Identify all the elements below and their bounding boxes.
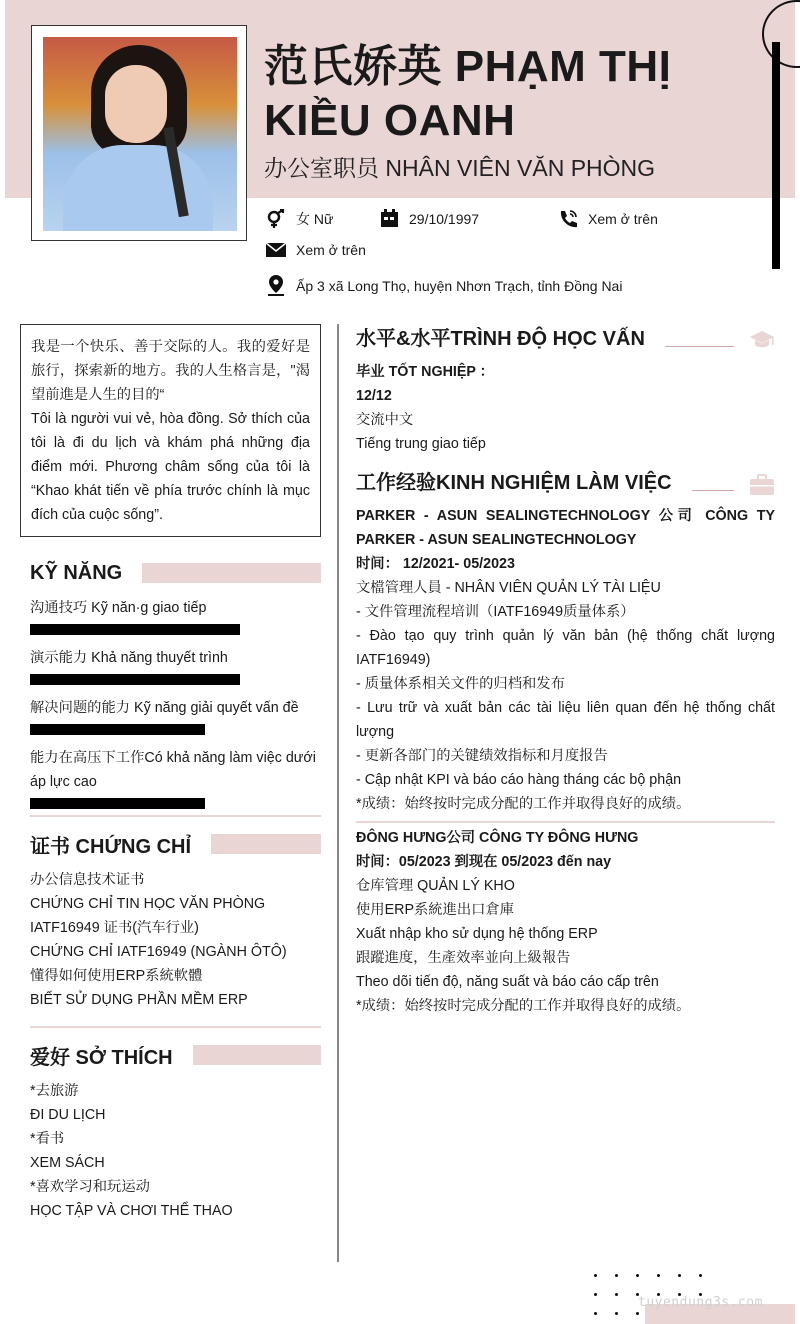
left-divider [30,1026,321,1028]
skill-label: 解决问题的能力 Kỹ năng giải quyết vấn đề [30,700,299,716]
hobby-item: *去旅游 [30,1083,79,1099]
job-detail: *成绩：始终按时完成分配的工作并取得良好的成绩。 [356,998,691,1014]
hobby-item: XEM SÁCH [30,1155,105,1171]
education-item: Tiếng trung giao tiếp [356,436,486,452]
certificate-item: 懂得如何使用ERP系統軟體 [30,968,203,984]
job-time: 时间： 12/2021- 05/2023 [356,556,515,572]
job-entry [356,826,775,1018]
job-company: PARKER - ASUN SEALINGTECHNOLOGY 公司 CÔNG TY PARKER - ASUN SEALINGTECHNOLOGY [356,508,775,548]
phone-text: Xem ở trên [588,211,658,227]
certificates-title: 证书 CHỨNG CHỈ [30,834,201,860]
job-title: 办公室职员 NHÂN VIÊN VĂN PHÒNG [264,155,656,181]
job-detail: 文檔管理人員 - NHÂN VIÊN QUẢN LÝ TÀI LIỆU [356,580,661,596]
decorative-vertical-bar [772,42,780,269]
education-title: 水平&水平TRÌNH ĐỘ HỌC VẤN [356,326,655,352]
job-time: 时间：05/2023 到现在 05/2023 đến nay [356,854,612,870]
about-chinese: 我是一个快乐、善于交际的人。我的爱好是旅行，探索新的地方。我的人生格言是，"渴望前進是人生的目的“ [31,339,310,403]
hobbies-title: 爱好 SỞ THÍCH [30,1045,183,1071]
experience-section [356,470,775,1018]
certificates-section [30,834,321,1012]
education-degree: 毕业 TỐT NGHIỆP ： [356,364,494,380]
candidate-name: 范氏娇英 PHẠM THỊ KIỀU OANH [264,42,672,145]
about-me-box [20,324,321,537]
skill-level-bar [30,798,205,809]
job-detail: *成绩：始终按时完成分配的工作并取得良好的成绩。 [356,796,691,812]
job-entry [356,504,775,816]
education-grade: 12/12 [356,388,392,404]
contact-birthdate [380,209,479,228]
job-detail: 仓库管理 QUẢN LÝ KHO [356,878,515,894]
certificate-item: IATF16949 证书(汽车行业) [30,920,199,936]
gender-icon [266,209,286,229]
job-detail: 跟蹤進度，生產效率並向上級報告 [356,950,571,966]
gender-text: 女 Nữ [296,211,334,227]
left-divider [30,815,321,817]
about-vietnamese: Tôi là người vui vẻ, hòa đồng. Sở thích của tôi là đi du lịch và khám phá những địa điểm mới. Phương châm sống của tôi là “Khao khát tiến về phía trước chính là mục đích của cuộc sống”. [31,411,310,523]
location-pin-icon [266,275,286,296]
graduation-cap-icon [749,330,775,350]
skill-level-bar [30,624,240,635]
experience-title: 工作经验KINH NGHIỆM LÀM VIỆC [356,470,682,496]
birthdate-text: 29/10/1997 [409,210,480,227]
envelope-icon [266,242,286,258]
profile-photo [43,37,237,231]
skill-label: 沟通技巧 Kỹ năn·g giao tiếp [30,600,207,616]
hobbies-section [30,1045,321,1223]
job-detail: - 文件管理流程培训（IATF16949质量体系） [356,604,635,620]
hobby-item: *喜欢学习和玩运动 [30,1179,150,1195]
watermark: tuyendung3s.com [638,1295,763,1310]
address-text: Ấp 3 xã Long Thọ, huyện Nhơn Trạch, tỉnh Đồng Nai [296,277,623,294]
calendar-icon [380,209,399,228]
skill-level-bar [30,724,205,735]
certificate-item: 办公信息技术证书 [30,872,145,888]
skill-label: 能力在高压下工作Có khả năng làm việc dưới áp lực cao [30,750,316,790]
contact-gender [266,209,333,229]
skills-title: KỸ NĂNG [30,560,132,586]
job-detail: - 质量体系相关文件的归档和发布 [356,676,565,692]
contact-email [266,242,366,258]
job-detail: 使用ERP系統進出口倉庫 [356,902,515,918]
contact-address [266,275,622,296]
education-section [356,326,775,456]
skill-label: 演示能力 Khả năng thuyết trình [30,650,228,666]
certificate-item: BIẾT SỬ DỤNG PHẦN MỀM ERP [30,992,248,1008]
job-detail: Xuất nhập kho sử dụng hệ thống ERP [356,926,598,942]
job-company: ĐÔNG HƯNG公司 CÔNG TY ĐÔNG HƯNG [356,830,639,846]
contact-phone [558,209,658,229]
column-divider [337,324,339,1262]
job-detail: - 更新各部门的关键绩效指标和月度报告 [356,748,608,764]
hobby-item: HỌC TẬP VÀ CHƠI THỂ THAO [30,1203,233,1219]
certificate-item: CHỨNG CHỈ IATF16949 (NGÀNH ÔTÔ) [30,944,287,960]
email-text: Xem ở trên [296,242,366,258]
hobby-item: ĐI DU LỊCH [30,1107,106,1123]
job-detail: - Cập nhật KPI và báo cáo hàng tháng các bộ phận [356,772,682,788]
briefcase-icon [749,474,775,496]
phone-icon [558,209,578,229]
skill-level-bar [30,674,240,685]
job-divider [356,821,775,823]
job-detail: - Đào tạo quy trình quản lý văn bản (hệ thống chất lượng IATF16949) [356,628,775,668]
job-detail: - Lưu trữ và xuất bản các tài liệu liên quan đến hệ thống chất lượng [356,700,775,740]
hobby-item: *看书 [30,1131,65,1147]
education-item: 交流中文 [356,412,414,428]
skills-section [30,560,321,820]
job-detail: Theo dõi tiến độ, năng suất và báo cáo cấp trên [356,974,659,990]
profile-photo-frame [31,25,247,241]
certificate-item: CHỨNG CHỈ TIN HỌC VĂN PHÒNG [30,896,266,912]
